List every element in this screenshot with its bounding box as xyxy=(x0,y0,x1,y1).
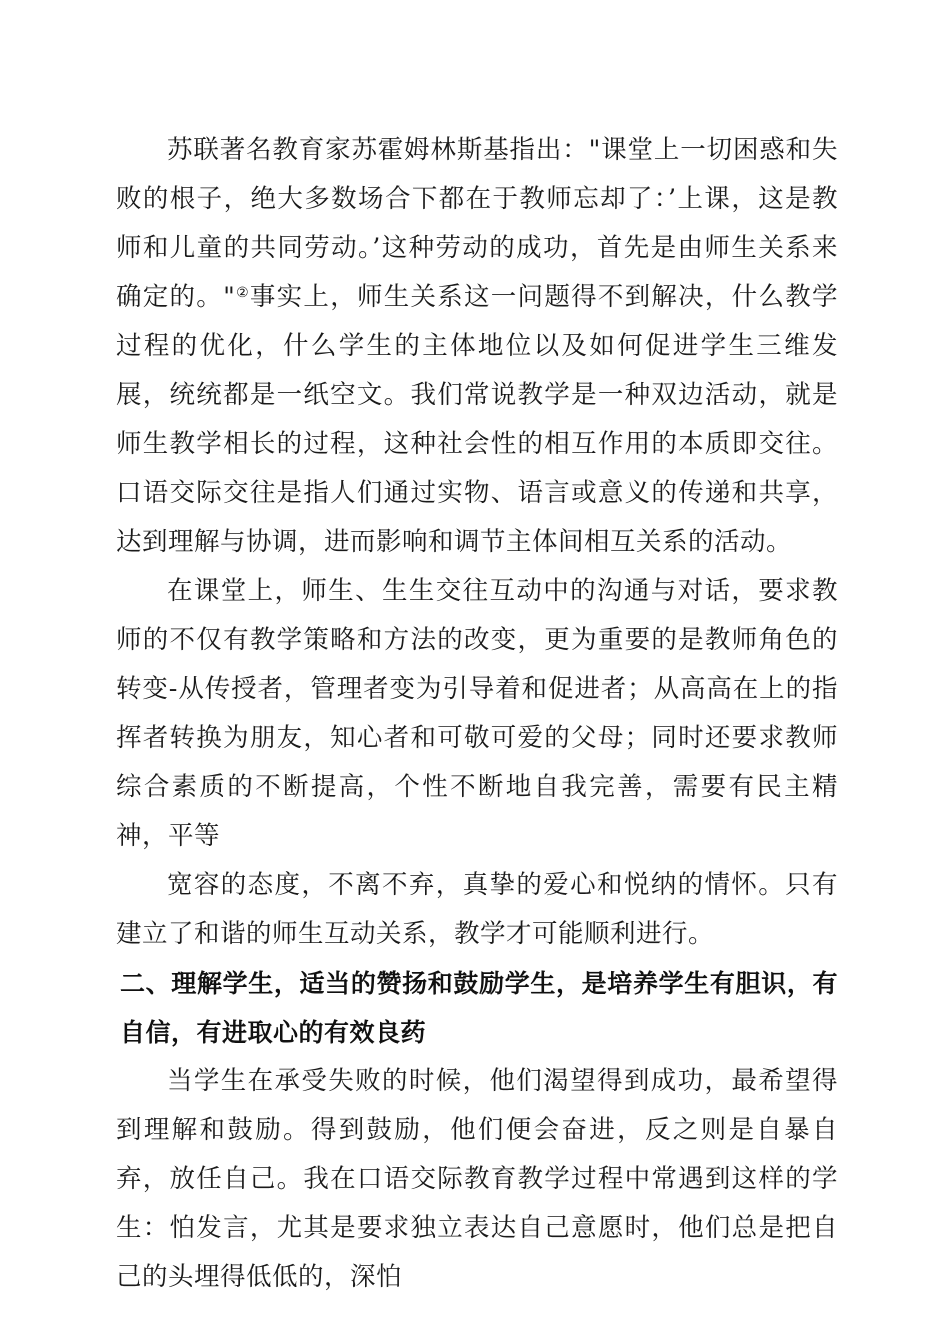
paragraph-text: 苏联著名教育家苏霍姆林斯基指出："课堂上一切困惑和失败的根子，绝大多数场合下都在于教师忘却了：’上课，这是教师和儿童的共同劳动。’这种劳动的成功，首先是由师生关系来确定的。" xyxy=(116,135,838,312)
paragraph-harmonious-relationship: 宽容的态度，不离不弃，真挚的爱心和悦纳的情怀。只有建立了和谐的师生互动关系，教学才可能顺利进行。 xyxy=(116,870,838,949)
paragraph-text-continued: 事实上，师生关系这一问题得不到解决，什么教学过程的优化，什么学生的主体地位以及如何促进学生三维发展，统统都是一纸空文。我们常说教学是一种双边活动，就是师生教学相长的过程，这种社会性的相互作用的本质即交往。口语交际交往是指人们通过实物、语言或意义的传递和共享，达到理解与协调，进而影响和调节主体间相互关系的活动。 xyxy=(116,282,838,557)
paragraph-sukhomlinsky-quote xyxy=(116,126,838,567)
section-heading-2: 二、理解学生，适当的赞扬和鼓励学生，是培养学生有胆识，有自信，有进取心的有效良药 xyxy=(120,969,838,1047)
footnote-marker: ② xyxy=(235,285,250,301)
document-body xyxy=(116,126,838,1302)
paragraph-encourage-students: 当学生在承受失败的时候，他们渴望得到成功，最希望得到理解和鼓励。得到鼓励，他们便会奋进，反之则是自暴自弃，放任自己。我在口语交际教育教学过程中常遇到这样的学生：怕发言，尤其是要求独立表达自己意愿时，他们总是把自己的头埋得低低的，深怕 xyxy=(116,1066,838,1292)
paragraph-classroom-interaction: 在课堂上，师生、生生交往互动中的沟通与对话，要求教师的不仅有教学策略和方法的改变，更为重要的是教师角色的转变-从传授者，管理者变为引导着和促进者；从高高在上的指挥者转换为朋友，知心者和可敬可爱的父母；同时还要求教师综合素质的不断提高，个性不断地自我完善，需要有民主精神，平等 xyxy=(116,576,838,851)
